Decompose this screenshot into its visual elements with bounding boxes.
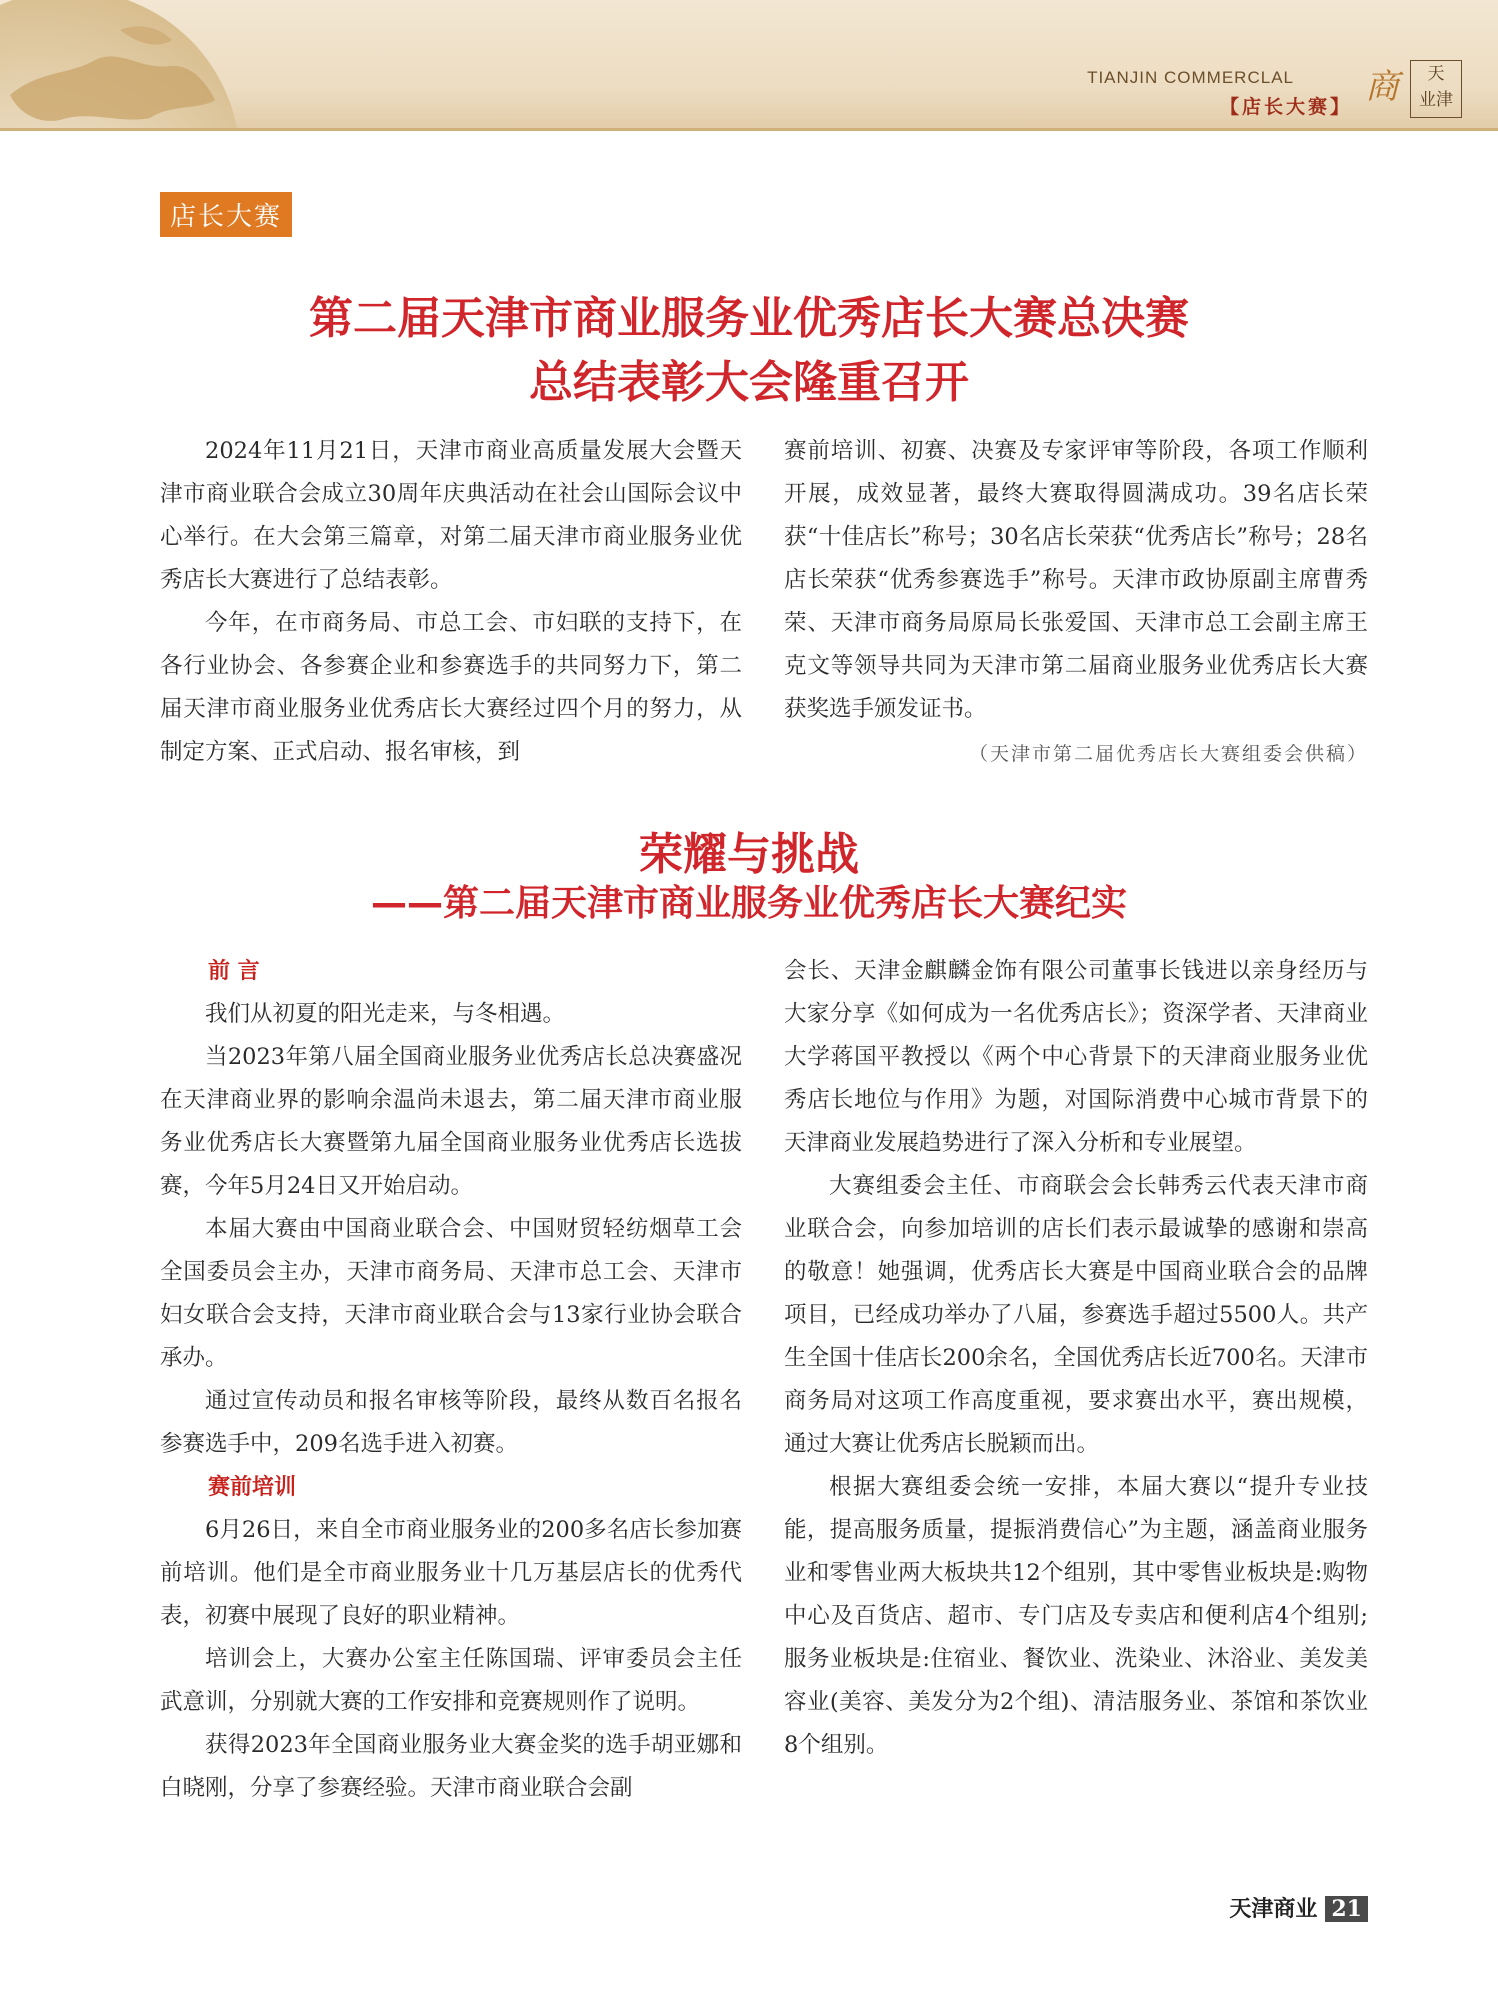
article2-column-right [784, 950, 1368, 1767]
article2-title: 荣耀与挑战 [639, 829, 859, 880]
header-logo-mark: 商 [1365, 67, 1399, 107]
page-footer [1229, 1892, 1368, 1923]
article1-title-line1: 第二届天津市商业服务业优秀店长大赛总决赛 [309, 293, 1189, 344]
page-number: 21 [1325, 1896, 1368, 1922]
header-english-title: TIANJIN COMMERCLAL [1087, 68, 1294, 87]
heading-training: 赛前培训 [208, 1474, 297, 1500]
article2-subtitle: ——第二届天津市商业服务业优秀店长大赛纪实 [370, 883, 1127, 924]
header-logo-box-text: 天 业津 [1419, 64, 1453, 110]
article2-paragraph: 当2023年第八届全国商业服务业优秀店长总决赛盛况在天津商业界的影响余温尚未退去，第二届天津市商业服务业优秀店长大赛暨第九届全国商业服务业优秀店长选拔赛，今年5月24日又开始启动。 [160, 1044, 742, 1199]
article2-paragraph: 会长、天津金麒麟金饰有限公司董事长钱进以亲身经历与大家分享《如何成为一名优秀店长》；资深学者、天津商业大学蒋国平教授以《两个中心背景下的天津商业服务业优秀店长地位与作用》为题，对国际消费中心城市背景下的天津商业发展趋势进行了深入分析和专业展望。 [784, 958, 1368, 1156]
article1-column-left [160, 430, 742, 774]
article1-column-right [784, 430, 1368, 776]
article2-paragraph: 通过宣传动员和报名审核等阶段，最终从数百名报名参赛选手中，209名选手进入初赛。 [160, 1388, 742, 1457]
article2-paragraph: 根据大赛组委会统一安排，本届大赛以“提升专业技能，提高服务质量，提振消费信心”为主题，涵盖商业服务业和零售业两大板块共12个组别，其中零售业板块是:购物中心及百货店、超市、专门店及专卖店和便利店4个组别;服务业板块是:住宿业、餐饮业、洗染业、沐浴业、美发美容业(美容、美发分为2个组)、清洁服务业、茶馆和茶饮业8个组别。 [784, 1474, 1368, 1758]
article2-paragraph: 大赛组委会主任、市商联会会长韩秀云代表天津市商业联合会，向参加培训的店长们表示最诚挚的感谢和崇高的敬意！她强调，优秀店长大赛是中国商业联合会的品牌项目，已经成功举办了八届，参赛选手超过5500人。共产生全国十佳店长200余名，全国优秀店长近700名。天津市商务局对这项工作高度重视，要求赛出水平，赛出规模，通过大赛让优秀店长脱颖而出。 [784, 1173, 1368, 1457]
article2-paragraph: 我们从初夏的阳光走来，与冬相遇。 [205, 1001, 566, 1027]
magazine-name: 天津商业 [1229, 1896, 1318, 1921]
page-header [0, 0, 1498, 131]
article2-paragraph: 本届大赛由中国商业联合会、中国财贸轻纺烟草工会全国委员会主办，天津市商务局、天津市总工会、天津市妇女联合会支持，天津市商业联合会与13家行业协会联合承办。 [160, 1216, 742, 1371]
header-logo-box [1410, 60, 1462, 118]
article2-paragraph: 培训会上，大赛办公室主任陈国瑞、评审委员会主任武意训，分别就大赛的工作安排和竞赛规则作了说明。 [160, 1646, 742, 1715]
article2-column-left [160, 950, 742, 1810]
article1-credit: （天津市第二届优秀店长大赛组委会供稿） [968, 743, 1368, 765]
article2-paragraph: 6月26日，来自全市商业服务业的200多名店长参加赛前培训。他们是全市商业服务业十几万基层店长的优秀代表，初赛中展现了良好的职业精神。 [160, 1517, 742, 1629]
article1-paragraph: 赛前培训、初赛、决赛及专家评审等阶段，各项工作顺利开展，成效显著，最终大赛取得圆满成功。39名店长荣获“十佳店长”称号；30名店长荣获“优秀店长”称号；28名店长荣获“优秀参赛选手”称号。天津市政协原副主席曹秀荣、天津市商务局原局长张爱国、天津市总工会副主席王克文等领导共同为天津市第二届商业服务业优秀店长大赛获奖选手颁发证书。 [784, 438, 1368, 722]
article2-paragraph: 获得2023年全国商业服务业大赛金奖的选手胡亚娜和白晓刚，分享了参赛经验。天津市商业联合会副 [160, 1732, 742, 1801]
section-tag: 店长大赛 [160, 192, 292, 237]
article1-paragraph: 今年，在市商务局、市总工会、市妇联的支持下，在各行业协会、各参赛企业和参赛选手的共同努力下，第二届天津市商业服务业优秀店长大赛经过四个月的努力，从制定方案、正式启动、报名审核，到 [160, 610, 742, 765]
globe-decoration-icon [0, 0, 250, 128]
header-section-label: 【店长大赛】 [1219, 96, 1352, 118]
heading-preface: 前 言 [208, 958, 260, 984]
article1-title-line2: 总结表彰大会隆重召开 [529, 357, 969, 408]
article1-paragraph: 2024年11月21日，天津市商业高质量发展大会暨天津市商业联合会成立30周年庆典活动在社会山国际会议中心举行。在大会第三篇章，对第二届天津市商业服务业优秀店长大赛进行了总结表彰。 [160, 438, 742, 593]
